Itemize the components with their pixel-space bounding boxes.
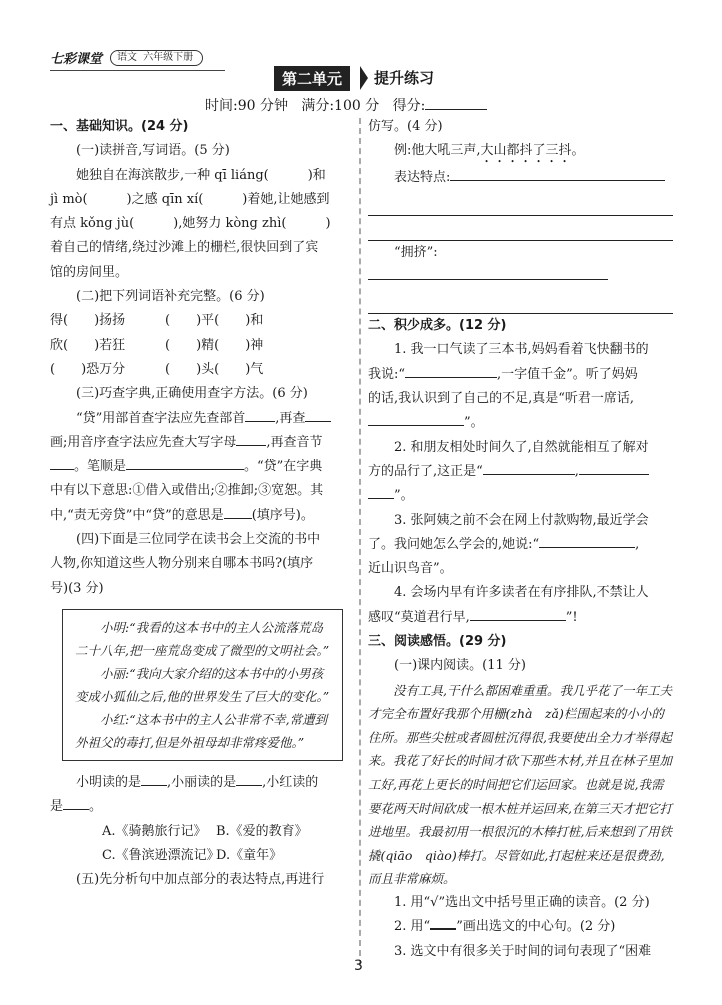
- score-label: 满分:100 分: [301, 98, 380, 114]
- q3-line[interactable]: 画;用音序查字法应先查大写字母 ,再查音节: [50, 434, 323, 450]
- crowd-line[interactable]: “拥挤”:: [368, 241, 673, 290]
- answer-line[interactable]: [368, 191, 673, 216]
- quote-xiaoli: 小丽:“我向大家介绍的这本书中的小男孩变成小狐仙之后,他的世界发生了巨大的变化。”: [75, 665, 330, 704]
- q4-line: 人物,你知道这些人物分别来自哪本书吗?(填序: [50, 556, 314, 572]
- q1-line[interactable]: jì mò( )之感 qīn xí( )着她,让她感到: [50, 191, 330, 207]
- q4-line: 号)(3 分): [50, 580, 104, 596]
- q4-answer[interactable]: 是 。: [50, 799, 103, 815]
- s2-q3[interactable]: 了。我问她怎么学会的,她说:“ ,: [368, 536, 640, 552]
- q1-line: 着自己的情绪,绕过沙滩上的栅栏,很快回到了宾: [50, 240, 319, 256]
- q5-title: (五)先分析句中加点部分的表达特点,再进行: [76, 872, 325, 888]
- passage-text: 没有工具,干什么都困难重重。我几乎花了一年工夫才完全布置好我那个用栅(zhà zǎ)栏围起来的小小的住所。那些尖桩或者圆桩沉得很,我要使出全力才举得起来。我花了好长的时间才砍下那些木材,并且在林子里加工好,再花上更长的时间把它们运回家。也就是说,我需要花两天时间砍成一根木桩并运回来,在第三天才把它打进地里。我最初用一根很沉的木棒打桩,后来想到了用铁撬(qiāo qiào)棒打。尽管如此,打起桩来还是很费劲,而且非常麻烦。: [368, 682, 672, 887]
- dotted-phrase: 大山都抖了三抖: [480, 143, 572, 159]
- quote-xiaohong: 小红:“这本书中的主人公非常不幸,常遭到外祖父的毒打,但是外祖母却非常疼爱他。”: [75, 711, 328, 750]
- s2-q3: 3. 张阿姨之前不会在网上付款购物,最近学会: [394, 512, 649, 528]
- s2-q1: 1. 我一口气读了三本书,妈妈看着飞快翻书的: [394, 342, 649, 358]
- s2-q3: 近山识鸟音”。: [368, 561, 453, 577]
- q3-title: (三)巧查字典,正确使用查字方法。(6 分): [76, 386, 308, 402]
- q1-title: (一)读拼音,写词语。(5 分): [76, 143, 230, 159]
- character-quote-box: [62, 609, 343, 761]
- s3-sub-heading: (一)课内阅读。(11 分): [394, 658, 526, 674]
- s3-q1: 1. 用“√”选出文中括号里正确的读音。(2 分): [394, 894, 650, 910]
- q2-row[interactable]: 得( )扬扬 ( )平( )和: [50, 313, 264, 329]
- section-3-heading: 三、阅读感悟。(29 分): [368, 634, 507, 650]
- q2-row[interactable]: 欣( )若狂 ( )精( )神: [50, 337, 264, 353]
- section-1-heading: 一、基础知识。(24 分): [50, 119, 189, 134]
- exam-meta: [205, 95, 487, 115]
- s2-q2[interactable]: ”。: [368, 484, 673, 508]
- s2-q2[interactable]: 方的品行了,这正是“ ,: [368, 460, 673, 484]
- grade-label: 六年级下册: [143, 52, 194, 63]
- subject-grade-tag: [110, 50, 203, 66]
- q4-title: (四)下面是三位同学在读书会上交流的书中: [76, 532, 321, 548]
- s2-q4: 4. 会场内早有许多读者在有序排队,不禁让人: [394, 585, 649, 601]
- time-label: 时间:90 分钟: [205, 98, 288, 114]
- subject-label: 语文: [117, 52, 137, 63]
- reading-passage: [368, 679, 673, 891]
- q2-title: (二)把下列词语补充完整。(6 分): [76, 289, 265, 305]
- s2-q4[interactable]: 感叹“莫道君行早, ”!: [368, 609, 578, 625]
- option-a: A.《骑鹅旅行记》: [102, 823, 207, 839]
- s2-q2: 2. 和朋友相处时间久了,自然就能相互了解对: [394, 439, 649, 455]
- q1-line[interactable]: 她独自在海滨散步,一种 qī liáng( )和: [76, 167, 326, 183]
- answer-line[interactable]: [368, 289, 673, 314]
- quote-xiaoming: 小明:“我看的这本书中的主人公流落荒岛二十八年,把一座荒岛变成了微型的文明社会。”: [75, 619, 330, 658]
- q3-line[interactable]: 中,“责无旁贷”中“贷”的意思是 (填序号)。: [50, 507, 314, 523]
- q4-answer[interactable]: 小明读的是 ,小丽读的是 ,小红读的: [76, 774, 319, 790]
- options-row[interactable]: [50, 820, 355, 844]
- s2-q1[interactable]: 我说:“ ,一字值千金”。听了妈妈: [368, 366, 638, 382]
- feature-line[interactable]: 表达特点:: [368, 166, 673, 190]
- left-column: [50, 115, 355, 892]
- imitate-heading: 仿写。(4 分): [368, 119, 443, 134]
- header-rule: [50, 70, 225, 71]
- option-d: D.《童年》: [216, 847, 283, 863]
- answer-line[interactable]: [368, 216, 673, 241]
- q3-line[interactable]: “贷”用部首查字法应先查部首 ,再查: [50, 407, 355, 431]
- q2-row[interactable]: ( )恐万分 ( )头( )气: [50, 361, 264, 377]
- s3-q3: 3. 选文中有很多关于时间的词句表现了“困难: [394, 943, 652, 959]
- right-column: [368, 115, 673, 964]
- unit-subtitle: 提升练习: [374, 69, 435, 87]
- q1-line: 馆的房间里。: [50, 264, 129, 280]
- q1-line[interactable]: 有点 kǒng jù( ),她努力 kòng zhì( ): [50, 216, 331, 232]
- imitate-example: 例:他大吼三声,大山都抖了三抖。: [394, 143, 585, 159]
- score-blank[interactable]: [425, 97, 487, 110]
- option-b: B.《爱的教育》: [216, 823, 308, 839]
- got-label: 得分:: [392, 98, 426, 114]
- s2-q1[interactable]: ”。: [368, 411, 673, 435]
- unit-arrow-shape: [360, 66, 368, 90]
- unit-title: 第二单元: [274, 66, 350, 91]
- option-c: C.《鲁滨逊漂流记》: [102, 847, 220, 863]
- q3-line: 中有以下意思:①借入或借出;②推卸;③宽恕。其: [50, 483, 324, 499]
- brand-logo: 七彩课堂: [50, 52, 103, 67]
- s3-q2: 2. 用“ ”画出选文的中心句。(2 分): [368, 915, 673, 939]
- q3-line[interactable]: 。笔顺是 。“贷”在字典: [50, 455, 355, 479]
- s2-q1: 的话,我认识到了自己的不足,真是“听君一席话,: [368, 391, 635, 407]
- column-divider: [359, 118, 361, 966]
- options-row[interactable]: [50, 844, 355, 868]
- page-number: 3: [354, 958, 363, 974]
- section-2-heading: 二、积少成多。(12 分): [368, 318, 507, 334]
